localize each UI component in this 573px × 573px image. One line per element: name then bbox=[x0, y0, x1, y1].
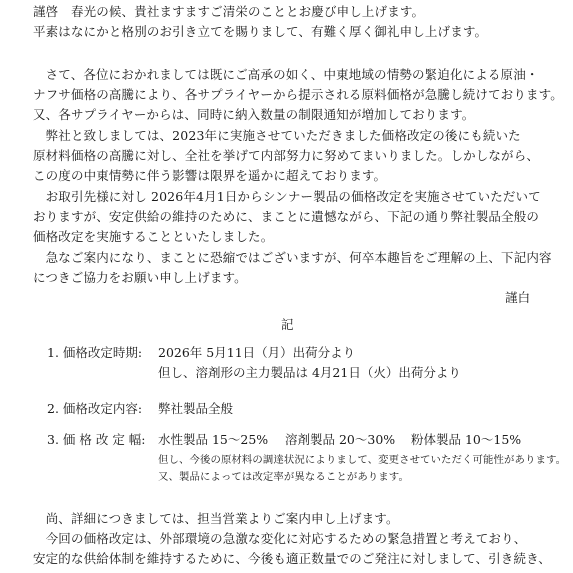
item-3-label: 3. 価 格 改 定 幅: bbox=[47, 432, 146, 447]
item-1-label: 1. 価格改定時期: bbox=[47, 345, 143, 360]
opening-line-1: 謹啓 春光の候、貴社ますますご清栄のこととお慶び申し上げます。 bbox=[33, 4, 425, 19]
ki-heading: 記 bbox=[281, 317, 294, 332]
rate-water-based: 水性製品 15～25% bbox=[158, 432, 269, 447]
body-line-3: 又、各サプライヤーからは、同時に納入数量の制限通知が増加しております。 bbox=[33, 107, 475, 122]
body-line-8: おりますが、安定供給の維持のために、まことに遺憾ながら、下記の通り弊社製品全般の bbox=[33, 209, 540, 224]
body-line-2: ナフサ価格の高騰により、各サプライヤーから提示される原料価格が急騰し続けております。 bbox=[33, 87, 563, 102]
body-line-1: さて、各位におかれましては既にご高承の如く、中東地域の情勢の緊迫化による原油・ bbox=[33, 67, 539, 82]
closing-word: 謹白 bbox=[505, 290, 531, 305]
rate-powder: 粉体製品 10～15% bbox=[411, 432, 522, 447]
footer-line-2: 今回の価格改定は、外部環境の急激な変化に対応するための緊急措置と考えており、 bbox=[33, 531, 527, 546]
body-line-4: 弊社と致しましては、2023年に実施させていただきました価格改定の後にも続いた bbox=[33, 128, 521, 143]
opening-line-2: 平素はなにかと格別のお引き立てを賜りまして、有難く厚く御礼申し上げます。 bbox=[33, 24, 488, 39]
item-2-value: 弊社製品全般 bbox=[158, 401, 234, 416]
item-2-label: 2. 価格改定内容: bbox=[47, 401, 143, 416]
body-line-6: この度の中東情勢に伴う影響は限界を遥かに超えております。 bbox=[33, 168, 387, 183]
item-3-note-1: 但し、今後の原材料の調達状況によりまして、変更させていただく可能性があります。 bbox=[158, 454, 567, 466]
body-line-10: 急なご案内になり、まことに恐縮ではございますが、何卒本趣旨をご理解の上、下記内容 bbox=[33, 250, 552, 265]
body-line-7: お取引先様に対し 2026年4月1日からシンナー製品の価格改定を実施させていただいて bbox=[33, 189, 541, 204]
item-3-note-2: 又、製品によっては改定率が異なることがあります。 bbox=[158, 471, 409, 483]
body-line-11: につきご協力をお願い申し上げます。 bbox=[33, 270, 247, 285]
footer-line-1: 尚、詳細につきましては、担当営業よりご案内申し上げます。 bbox=[33, 511, 399, 526]
body-line-5: 原材料価格の高騰に対し、全社を挙げて内部努力に努めてまいりました。しかしながら、 bbox=[33, 148, 540, 163]
rate-solvent-based: 溶剤製品 20～30% bbox=[285, 432, 396, 447]
footer-line-3: 安定的な供給体制を維持するために、今後も適正数量でのご発注に対しまして、引き続き、 bbox=[33, 551, 551, 566]
item-1-value: 2026年 5月11日（月）出荷分より bbox=[158, 345, 356, 360]
body-line-9: 価格改定を実施することといたしました。 bbox=[33, 229, 274, 244]
item-1-note: 但し、溶剤形の主力製品は 4月21日（火）出荷分より bbox=[158, 365, 461, 380]
